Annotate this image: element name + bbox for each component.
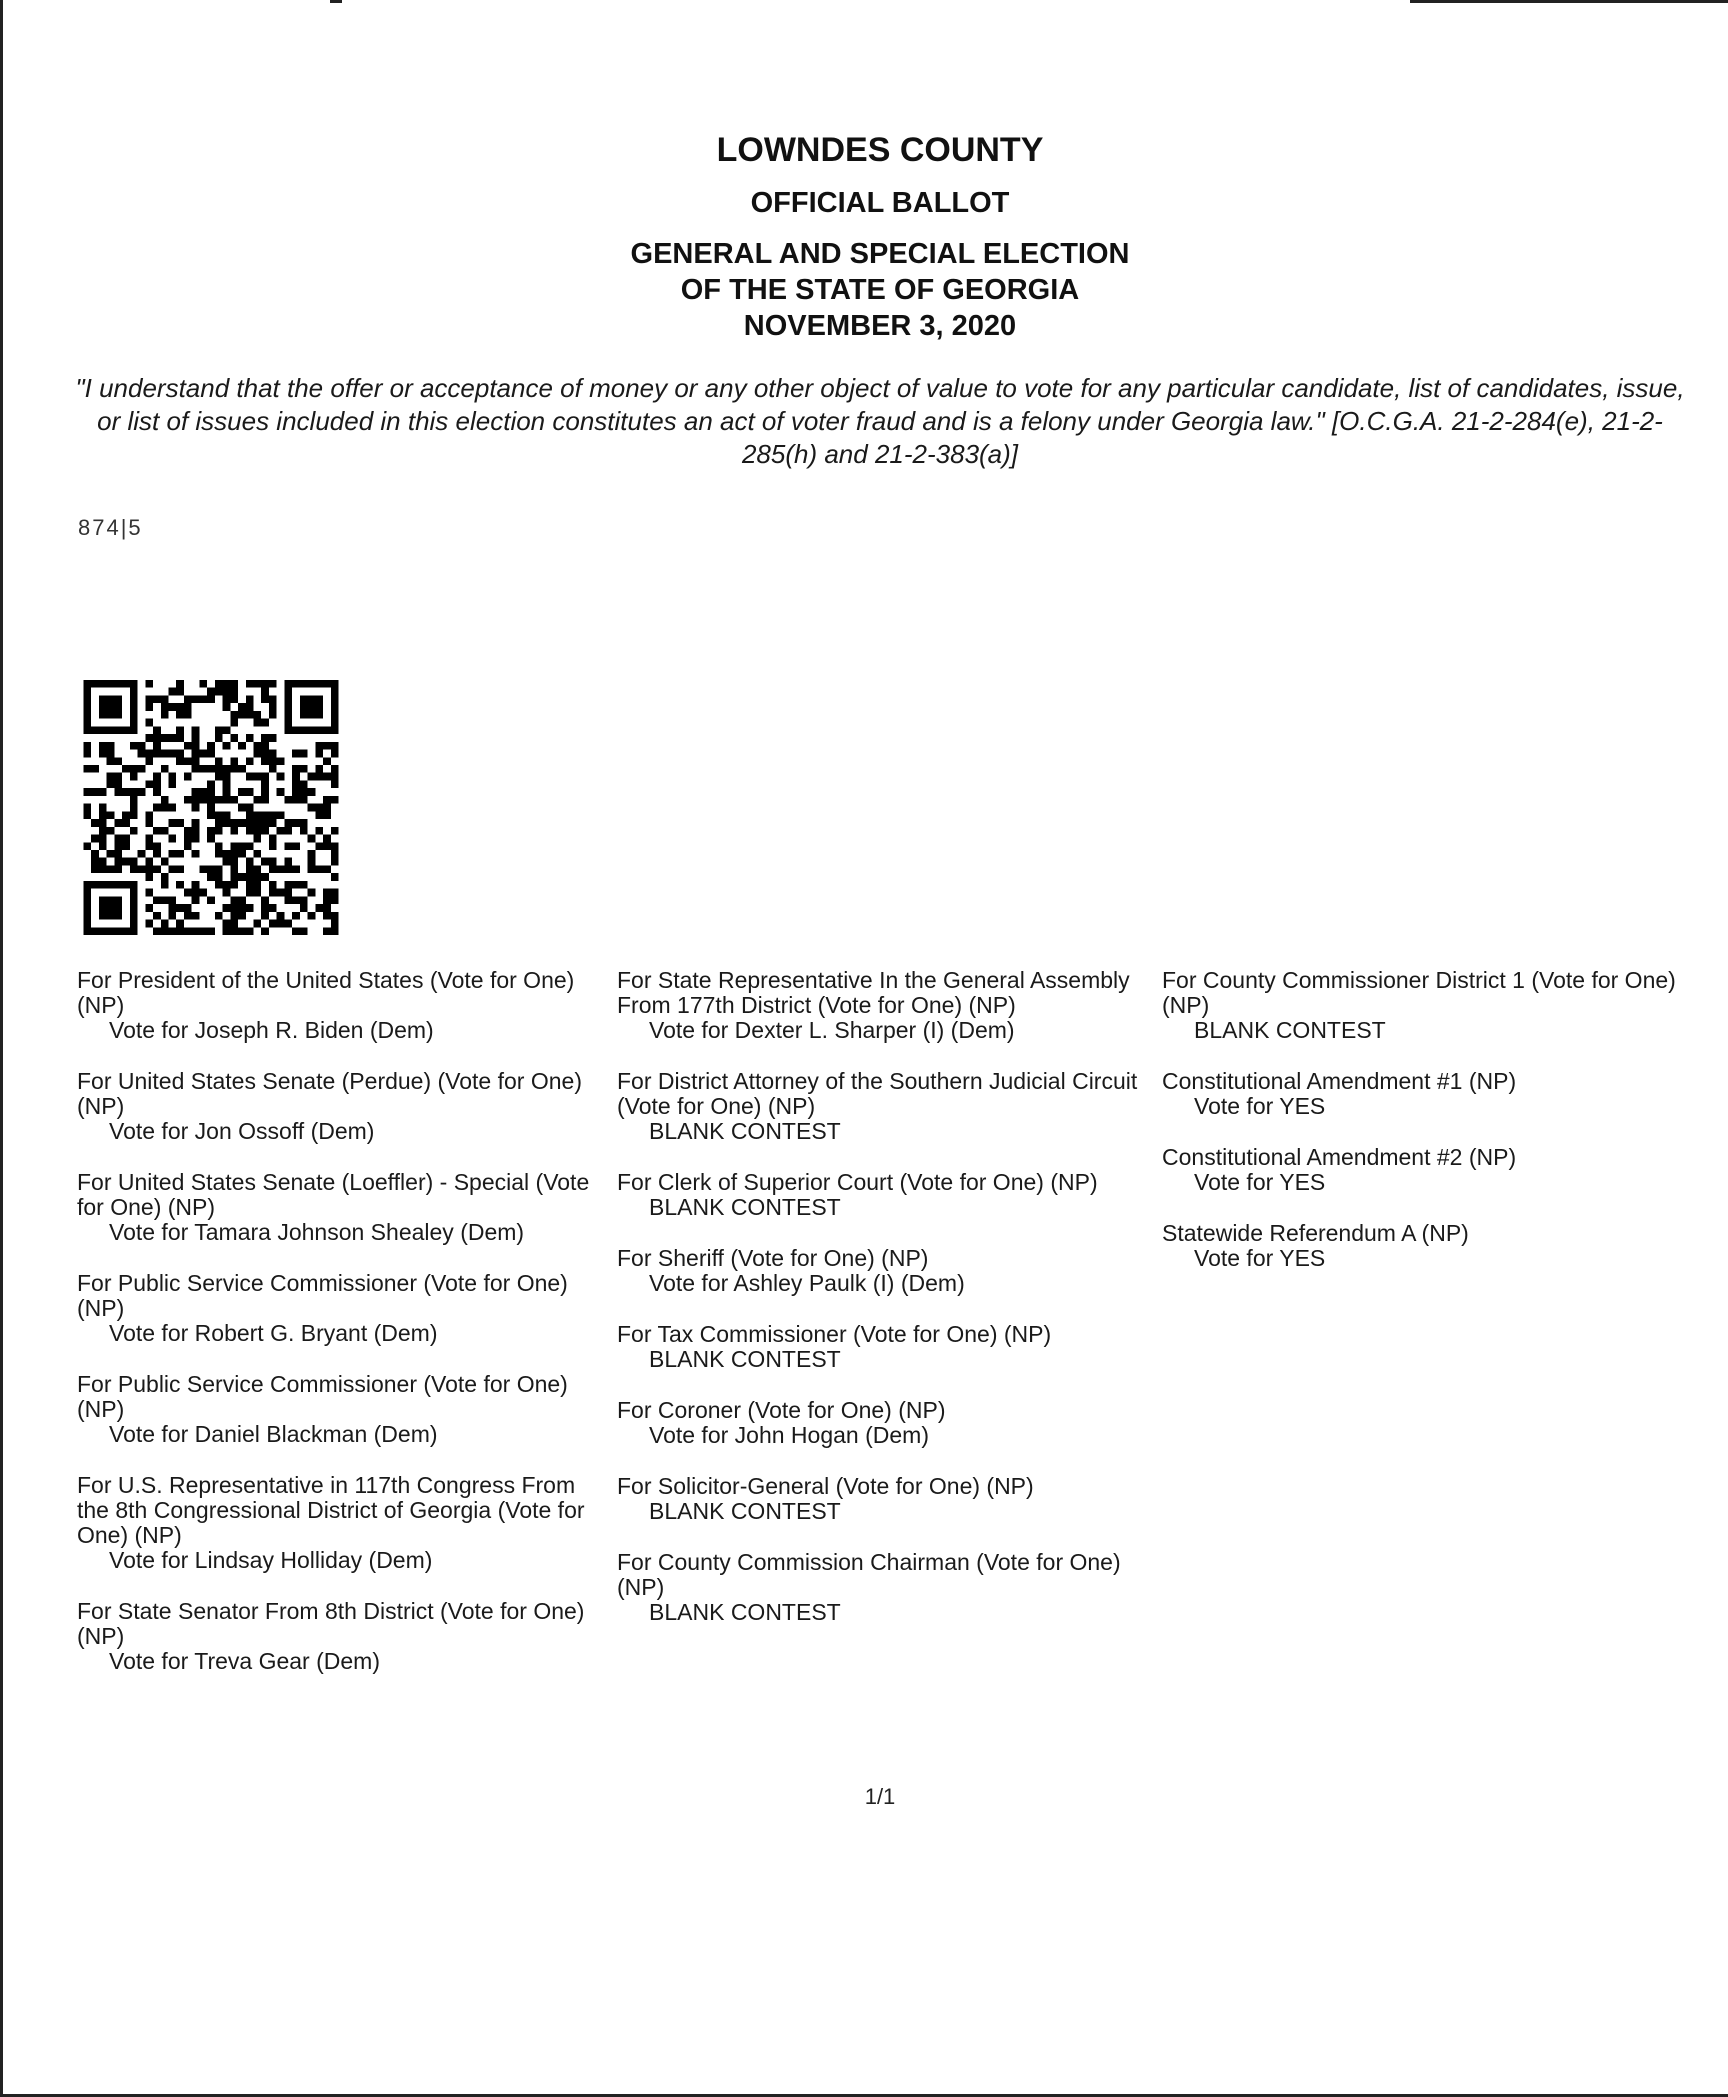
contest [77,1170,597,1245]
contest [1162,968,1728,1043]
contest-selection: BLANK CONTEST [649,1194,841,1220]
contest-title: Constitutional Amendment #2 (NP) [1162,1144,1517,1170]
contest-selection: BLANK CONTEST [649,1498,841,1524]
contest [617,1322,1157,1372]
contest-title: For Sheriff (Vote for One) (NP) [617,1245,929,1271]
contest-selection: Vote for Daniel Blackman (Dem) [109,1421,438,1447]
contest-title: For State Senator From 8th District (Vote for One) (NP) [77,1598,585,1649]
contest-selection: Vote for Joseph R. Biden (Dem) [109,1017,434,1043]
contest-title: For Clerk of Superior Court (Vote for One) (NP) [617,1169,1098,1195]
contest-title: Constitutional Amendment #1 (NP) [1162,1068,1517,1094]
contest-title: For District Attorney of the Southern Judicial Circuit (Vote for One) (NP) [617,1068,1138,1119]
contest [77,1473,597,1573]
contest-selection: Vote for Dexter L. Sharper (I) (Dem) [649,1017,1015,1043]
election-title: GENERAL AND SPECIAL ELECTION [630,238,1130,270]
scan-mark [1410,0,1728,3]
contest-title: Statewide Referendum A (NP) [1162,1220,1469,1246]
contest-title: For Public Service Commissioner (Vote for One) (NP) [77,1371,568,1422]
contest-selection: Vote for John Hogan (Dem) [649,1422,929,1448]
contest [617,1550,1157,1625]
contest-title: For County Commission Chairman (Vote for One) (NP) [617,1549,1121,1600]
contest [1162,1221,1728,1271]
contest-selection: Vote for Jon Ossoff (Dem) [109,1118,375,1144]
contest-selection: Vote for Lindsay Holliday (Dem) [109,1547,433,1573]
contest-title: For County Commissioner District 1 (Vote for One) (NP) [1162,967,1676,1018]
page-number: 1/1 [864,1784,896,1809]
contest-title: For Public Service Commissioner (Vote for One) (NP) [77,1270,568,1321]
contest-selection: Vote for Treva Gear (Dem) [109,1648,380,1674]
ballot-column-2 [617,968,1157,1651]
contest [617,1246,1157,1296]
contest-selection: Vote for Ashley Paulk (I) (Dem) [649,1270,965,1296]
contest-selection: Vote for Robert G. Bryant (Dem) [109,1320,438,1346]
election-state: OF THE STATE OF GEORGIA [680,274,1080,306]
contest-title: For President of the United States (Vote for One) (NP) [77,967,575,1018]
contest [77,968,597,1043]
contest [77,1599,597,1674]
scan-mark [330,0,342,3]
voter-fraud-notice: "I understand that the offer or acceptance of money or any other object of value to vote for any particular candidate, list of candidates, issue, or list of issues included in this election constitutes an act of voter fraud and is a felony under Georgia law." [O.C.G.A. 21-2-284(e), 21-2-285(h) and 21-2-383(a)] [75,373,1685,469]
contest-title: For Solicitor-General (Vote for One) (NP) [617,1473,1034,1499]
contest-title: For U.S. Representative in 117th Congress From the 8th Congressional District of Georgia (Vote for One) (NP) [77,1472,585,1548]
contest-title: For United States Senate (Loeffler) - Special (Vote for One) (NP) [77,1169,590,1220]
contest [77,1271,597,1346]
contest [77,1372,597,1447]
ballot-header [0,128,1728,344]
contest-selection: BLANK CONTEST [1194,1017,1386,1043]
contest-selection: Vote for YES [1194,1245,1326,1271]
contest [617,968,1157,1043]
election-date: NOVEMBER 3, 2020 [743,310,1017,342]
contest-selection: Vote for YES [1194,1169,1326,1195]
contest [1162,1145,1728,1195]
ballot-id: 874|5 [78,515,143,540]
ballot-column-1 [77,968,597,1700]
contest-selection: BLANK CONTEST [649,1118,841,1144]
contest-selection: Vote for YES [1194,1093,1326,1119]
contest-selection: BLANK CONTEST [649,1599,841,1625]
contest-selection: Vote for Tamara Johnson Shealey (Dem) [109,1219,525,1245]
contest [617,1170,1157,1220]
contest-title: For Coroner (Vote for One) (NP) [617,1397,946,1423]
ballot-column-3 [1162,968,1728,1297]
contest [77,1069,597,1144]
contest [617,1398,1157,1448]
contest-title: For Tax Commissioner (Vote for One) (NP) [617,1321,1052,1347]
contest [617,1069,1157,1144]
qr-code-icon [72,680,350,935]
contest-title: For State Representative In the General Assembly From 177th District (Vote for One) (NP) [617,967,1130,1018]
county-title: LOWNDES COUNTY [716,131,1044,169]
contest [1162,1069,1728,1119]
ballot-type: OFFICIAL BALLOT [750,187,1010,219]
contest [617,1474,1157,1524]
contest-title: For United States Senate (Perdue) (Vote for One) (NP) [77,1068,582,1119]
contest-selection: BLANK CONTEST [649,1346,841,1372]
